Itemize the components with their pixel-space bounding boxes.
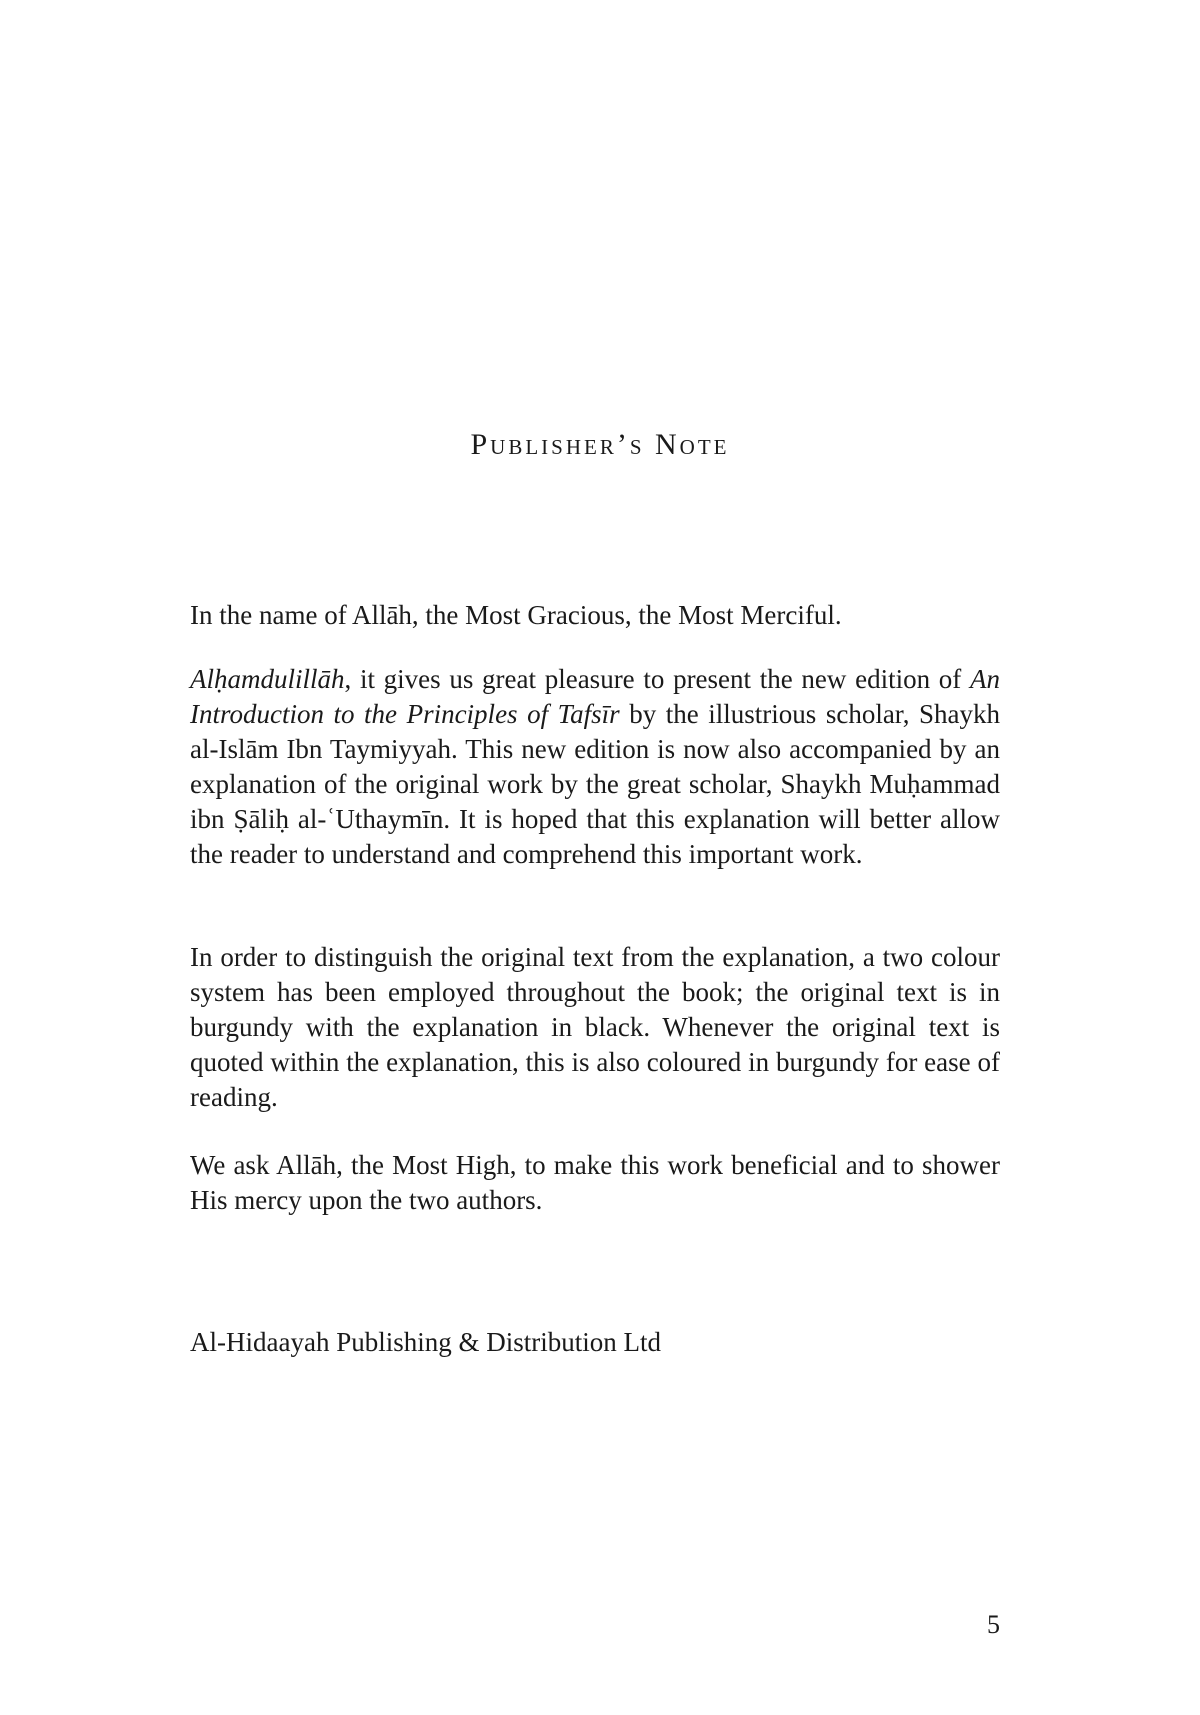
intro-text-b: by the illustrious scholar, Shaykh al-Islām Ibn Taymiyyah. This new edition is now also accompanied by an explanation of the original work by the great scholar, Shaykh Muḥammad ibn Ṣāliḥ al-ʿUthaymīn. It is hoped that this explanation will better allow the reader to understand and comprehend this important work. (190, 699, 1000, 869)
publisher-signature: Al-Hidaayah Publishing & Distribution Ltd (190, 1327, 661, 1357)
intro-paragraph (190, 662, 1000, 872)
intro-text-a: , it gives us great pleasure to present the new edition of (344, 664, 970, 694)
prayer-paragraph: We ask Allāh, the Most High, to make this work beneficial and to shower His mercy upon the two authors. (190, 1150, 1000, 1215)
intro-italic-opening: Alḥamdulillāh (190, 664, 345, 694)
page-title: Publisher’s Note (470, 428, 730, 461)
colour-system-paragraph: In order to distinguish the original text from the explanation, a two colour system has been employed throughout the book; the original text is in burgundy with the explanation in black. Whenever the original text is quoted within the explanation, this is also coloured in burgundy for ease of reading. (190, 942, 1000, 1112)
page-number: 5 (987, 1610, 1000, 1639)
basmala-paragraph: In the name of Allāh, the Most Gracious, the Most Merciful. (190, 600, 842, 630)
book-title: An Introduction to the Principles of Tafsīr (190, 664, 1000, 729)
